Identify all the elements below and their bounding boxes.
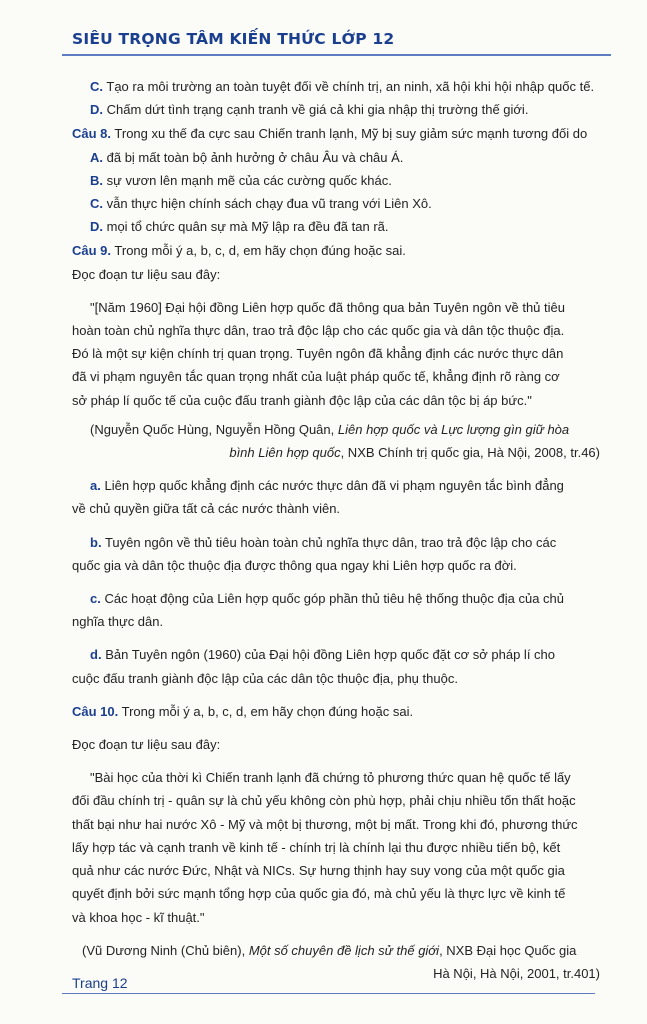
statement-text: Liên hợp quốc khẳng định các nước thực dân đã vi phạm nguyên tắc bình đẳng [104, 478, 564, 494]
citation-title: bình Liên hợp quốc [229, 445, 341, 461]
page-content [72, 75, 600, 985]
q10-quote [72, 766, 600, 928]
option-label: B. [90, 172, 103, 188]
question-label: Câu 10. [72, 703, 119, 719]
statement-label: c. [90, 591, 101, 607]
citation-title: Liên hợp quốc và Lực lượng gìn giữ hòa [337, 421, 570, 437]
option-label: D. [90, 219, 103, 235]
quote-line: hoàn toàn chủ nghĩa thực dân, trao trả độc lập cho các quốc gia và dân tộc thuộc địa. [72, 323, 565, 339]
option-label: A. [90, 149, 103, 165]
citation-title: Một số chuyên đề lịch sử thế giới [248, 942, 440, 958]
quote-line: "Bài học của thời kì Chiến tranh lạnh đã chứng tỏ phương thức quan hệ quốc tế lấy [90, 770, 571, 786]
citation-authors: (Vũ Dương Ninh (Chủ biên), [82, 942, 246, 958]
header-divider [62, 54, 611, 56]
question-8 [72, 122, 600, 145]
statement-label: a. [90, 478, 101, 494]
option-label: C. [90, 79, 103, 94]
statement-line [72, 587, 600, 610]
q8-option-a [72, 146, 600, 169]
q9-statement-a [72, 474, 600, 520]
statement-line: nghĩa thực dân. [72, 614, 164, 630]
statement-line: cuộc đấu tranh giành độc lập của các dân tộc thuộc địa, phụ thuộc. [72, 670, 458, 686]
option-label: D. [90, 102, 103, 118]
q7-option-d [72, 98, 600, 121]
quote-line: đối đầu chính trị - quân sự là chủ yếu không còn phù hợp, phải chịu nhiều tốn thất hoặc [72, 793, 576, 809]
page-number: Trang 12 [72, 975, 128, 991]
quote-line: đã vi phạm nguyên tắc quan trọng nhất của luật pháp quốc tế, khẳng định rõ ràng cơ [72, 369, 560, 385]
question-9 [72, 239, 600, 262]
question-label: Câu 8. [72, 126, 112, 142]
statement-text: Bản Tuyên ngôn (1960) của Đại hội đồng Liên hợp quốc đặt cơ sở pháp lí cho [105, 647, 556, 663]
question-10 [72, 700, 600, 723]
option-text: Chấm dứt tình trạng cạnh tranh về giá cả khi gia nhập thị trường thế giới. [106, 102, 529, 118]
q9-statement-b [72, 531, 600, 577]
citation-line [72, 441, 600, 464]
citation-publisher: , NXB Chính trị quốc gia, Hà Nội, 2008, tr.46) [340, 445, 600, 461]
q9-statement-d [72, 643, 600, 689]
statement-text: Các hoạt động của Liên hợp quốc góp phần thủ tiêu hệ thống thuộc địa của chủ [104, 591, 565, 607]
page-header-title: SIÊU TRỌNG TÂM KIẾN THỨC LỚP 12 [72, 30, 395, 48]
quote-line: thất bại như hai nước Xô - Mỹ và một bị thương, một bị mất. Trong khi đó, phương thức [72, 816, 578, 832]
quote-line: và khoa học - kĩ thuật." [72, 909, 205, 925]
citation-line [72, 939, 600, 962]
option-text: sự vươn lên mạnh mẽ của các cường quốc khác. [106, 172, 392, 188]
citation-line: Hà Nội, Hà Nội, 2001, tr.401) [433, 965, 600, 981]
statement-line [72, 474, 600, 497]
q10-citation [72, 939, 600, 985]
option-label: C. [90, 196, 103, 212]
q9-statement-c [72, 587, 600, 633]
citation-publisher: , NXB Đại học Quốc gia [439, 942, 577, 958]
q8-option-c [72, 192, 600, 215]
statement-line [72, 643, 600, 666]
quote-line: lấy hợp tác và cạnh tranh về kinh tế - chính trị là chính lại thu được nhiều tiến bộ, kết [72, 839, 561, 855]
q8-option-d [72, 215, 600, 238]
question-text: Trong xu thế đa cực sau Chiến tranh lạnh, Mỹ bị suy giảm sức mạnh tương đối do [114, 126, 588, 142]
q9-citation [72, 418, 600, 464]
statement-label: d. [90, 647, 102, 663]
statement-text: Tuyên ngôn về thủ tiêu hoàn toàn chủ nghĩa thực dân, trao trả độc lập cho các [104, 534, 557, 550]
option-text: Tạo ra môi trường an toàn tuyệt đối về chính trị, an ninh, xã hội khi hội nhập quốc tế. [106, 79, 595, 94]
statement-line [72, 531, 600, 554]
quote-line: sở pháp lí quốc tế của cuộc đấu tranh giành độc lập của các dân tộc bị áp bức." [72, 392, 532, 408]
option-text: đã bị mất toàn bộ ảnh hưởng ở châu Âu và châu Á. [106, 149, 404, 165]
q8-option-b [72, 169, 600, 192]
footer-divider [62, 993, 595, 994]
option-text: vẫn thực hiện chính sách chạy đua vũ trang với Liên Xô. [106, 196, 432, 212]
option-text: mọi tổ chức quân sự mà Mỹ lập ra đều đã tan rã. [106, 219, 389, 235]
statement-line: về chủ quyền giữa tất cả các nước thành viên. [72, 501, 341, 517]
quote-line: quyết định bởi sức mạnh tổng hợp của quốc gia đó, mà chủ yếu là thực lực về kinh tế [72, 886, 566, 902]
citation-line [72, 418, 600, 441]
statement-label: b. [90, 534, 102, 550]
statement-line: quốc gia và dân tộc thuộc địa được thông qua ngay khi Liên hợp quốc ra đời. [72, 557, 517, 573]
question-label: Câu 9. [72, 243, 112, 259]
q10-intro: Đọc đoạn tư liệu sau đây: [72, 737, 221, 753]
q9-quote [72, 296, 600, 412]
quote-line: Đó là một sự kiện chính trị quan trọng. Tuyên ngôn đã khẳng định các nước thực dân [72, 346, 564, 362]
quote-line: "[Năm 1960] Đại hội đồng Liên hợp quốc đã thông qua bản Tuyên ngôn về thủ tiêu [90, 299, 565, 315]
q9-intro: Đọc đoạn tư liệu sau đây: [72, 266, 221, 282]
q7-option-c [72, 75, 600, 98]
question-text: Trong mỗi ý a, b, c, d, em hãy chọn đúng hoặc sai. [114, 243, 406, 259]
citation-authors: (Nguyễn Quốc Hùng, Nguyễn Hồng Quân, [90, 421, 335, 437]
quote-line: quả như các nước Đức, Nhật và NICs. Sự hưng thịnh hay suy vong của một quốc gia [72, 863, 565, 879]
question-text: Trong mỗi ý a, b, c, d, em hãy chọn đúng hoặc sai. [121, 703, 414, 719]
